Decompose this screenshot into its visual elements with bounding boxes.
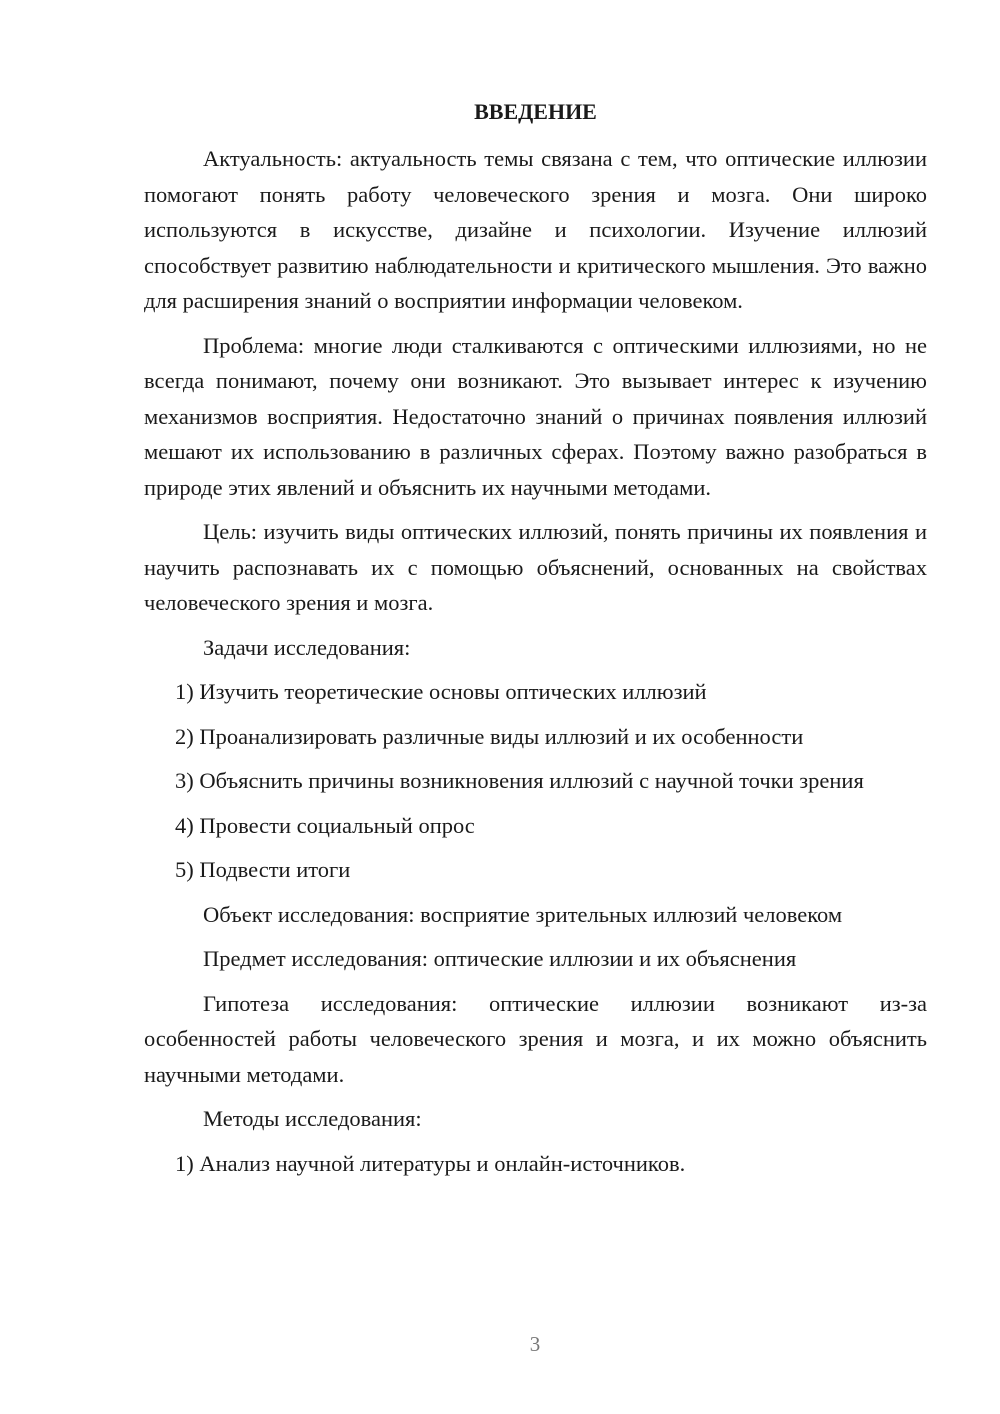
paragraph-problem: Проблема: многие люди сталкиваются с оптическими иллюзиями, но не всегда понимают, почему они возникают. Это вызывает интерес к изучению механизмов восприятия. Недостаточно знаний о причинах появления иллюзий мешают их использованию в различных сферах. Поэтому важно разобраться в природе этих явлений и объяснить их научными методами.: [144, 332, 927, 500]
paragraph-tasks-heading: Задачи исследования:: [203, 634, 411, 660]
section-title: ВВЕДЕНИЕ: [474, 99, 597, 124]
paragraph-relevance: Актуальность: актуальность темы связана с тем, что оптические иллюзии помогают понять работу человеческого зрения и мозга. Они широко используются в искусстве, дизайне и психологии. Изучение иллюзий способствует развитию наблюдательности и критического мышления. Это важно для расширения знаний о восприятии информации человеком.: [144, 146, 927, 313]
list-item-task-1: 1) Изучить теоретические основы оптических иллюзий: [175, 679, 707, 704]
page-content: [144, 94, 927, 1190]
paragraph-hypothesis: Гипотеза исследования: оптические иллюзии возникают из-за особенностей работы человеческого зрения и мозга, и их можно объяснить научными методами.: [144, 990, 927, 1087]
list-item-method-1: 1) Анализ научной литературы и онлайн-источников.: [175, 1150, 686, 1176]
paragraph-subject: Предмет исследования: оптические иллюзии и их объяснения: [203, 946, 797, 971]
paragraph-methods-heading: Методы исследования:: [203, 1106, 422, 1131]
paragraph-goal: Цель: изучить виды оптических иллюзий, понять причины их появления и научить распознавать их с помощью объяснений, основанных на свойствах человеческого зрения и мозга.: [144, 519, 927, 615]
list-item-task-4: 4) Провести социальный опрос: [175, 812, 475, 838]
list-item-task-2: 2) Проанализировать различные виды иллюзий и их особенности: [175, 723, 804, 749]
page-number: 3: [529, 1332, 541, 1356]
list-item-task-5: 5) Подвести итоги: [175, 857, 351, 882]
list-item-task-3: 3) Объяснить причины возникновения иллюзий с научной точки зрения: [175, 768, 864, 793]
paragraph-object: Объект исследования: восприятие зрительных иллюзий человеком: [203, 901, 843, 927]
